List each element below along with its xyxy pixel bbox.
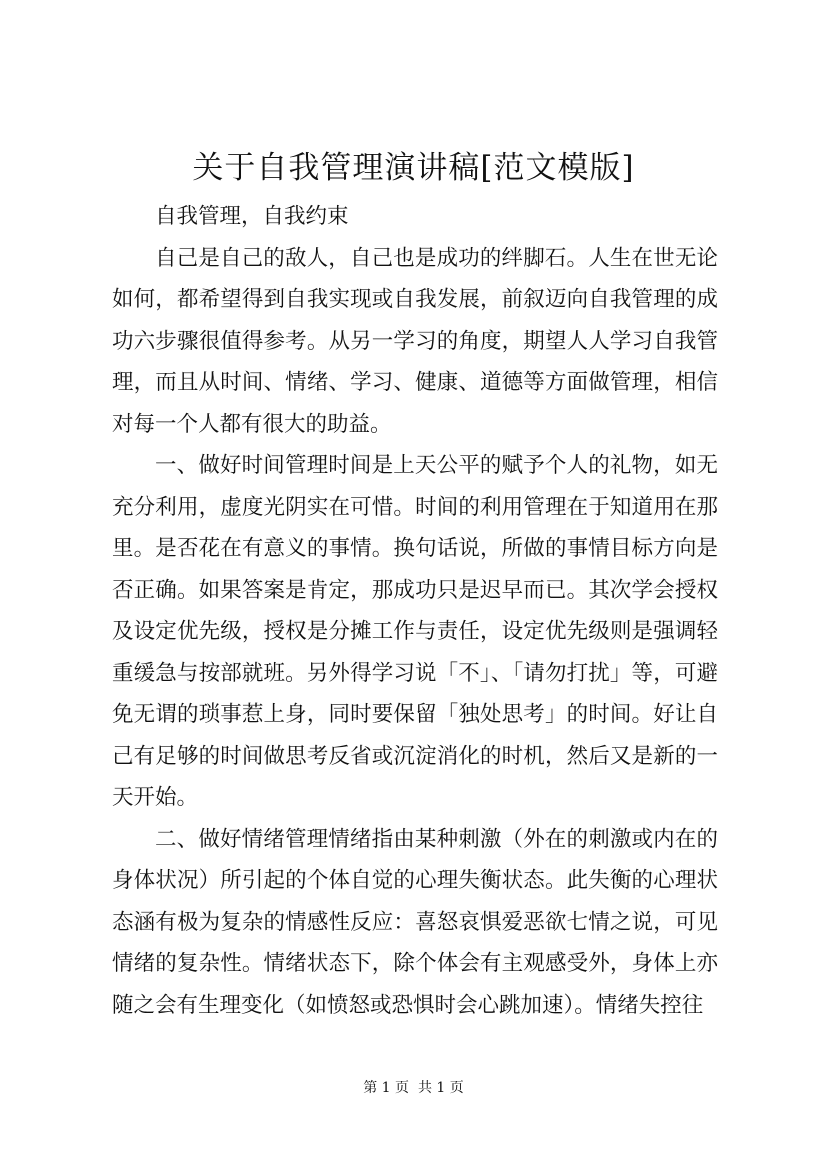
paragraph-subtitle: 自我管理，自我约束: [155, 204, 349, 229]
page-number: 第 1 页 共 1 页: [363, 1080, 464, 1096]
paragraph-time-management: 一、做好时间管理时间是上天公平的赋予个人的礼物，如无充分利用，虚度光阴实在可惜。时间的利用管理在于知道用在那里。是否花在有意义的事情。换句话说，所做的事情目标方向是否正确。如果答案是肯定，那成功只是迟早而已。其次学会授权及设定优先级，授权是分摊工作与责任，设定优先级则是强调轻重缓急与按部就班。另外得学习说「不」、「请勿打扰」等，可避免无谓的琐事惹上身，同时要保留「独处思考」的时间。好让自己有足够的时间做思考反省或沉淀消化的时机，然后又是新的一天开始。: [112, 453, 718, 810]
document-title: 关于自我管理演讲稿[范文模版]: [192, 150, 635, 186]
page-footer: [0, 1078, 827, 1098]
paragraph-intro: 自己是自己的敌人，自己也是成功的绊脚石。人生在世无论如何，都希望得到自我实现或自我发展，前叙迈向自我管理的成功六步骤很值得参考。从另一学习的角度，期望人人学习自我管理，而且从时间、情绪、学习、健康、道德等方面做管理，相信对每一个人都有很大的助益。: [112, 245, 718, 437]
document-body: [112, 196, 718, 1026]
paragraph-emotion-management: 二、做好情绪管理情绪指由某种刺激（外在的刺激或内在的身体状况）所引起的个体自觉的心理失衡状态。此失衡的心理状态涵有极为复杂的情感性反应：喜怒哀惧爱恶欲七情之说，可见情绪的复杂性。情绪状态下，除个体会有主观感受外，身体上亦随之会有生理变化（如愤怒或恐惧时会心跳加速）。情绪失控往: [112, 826, 718, 1018]
